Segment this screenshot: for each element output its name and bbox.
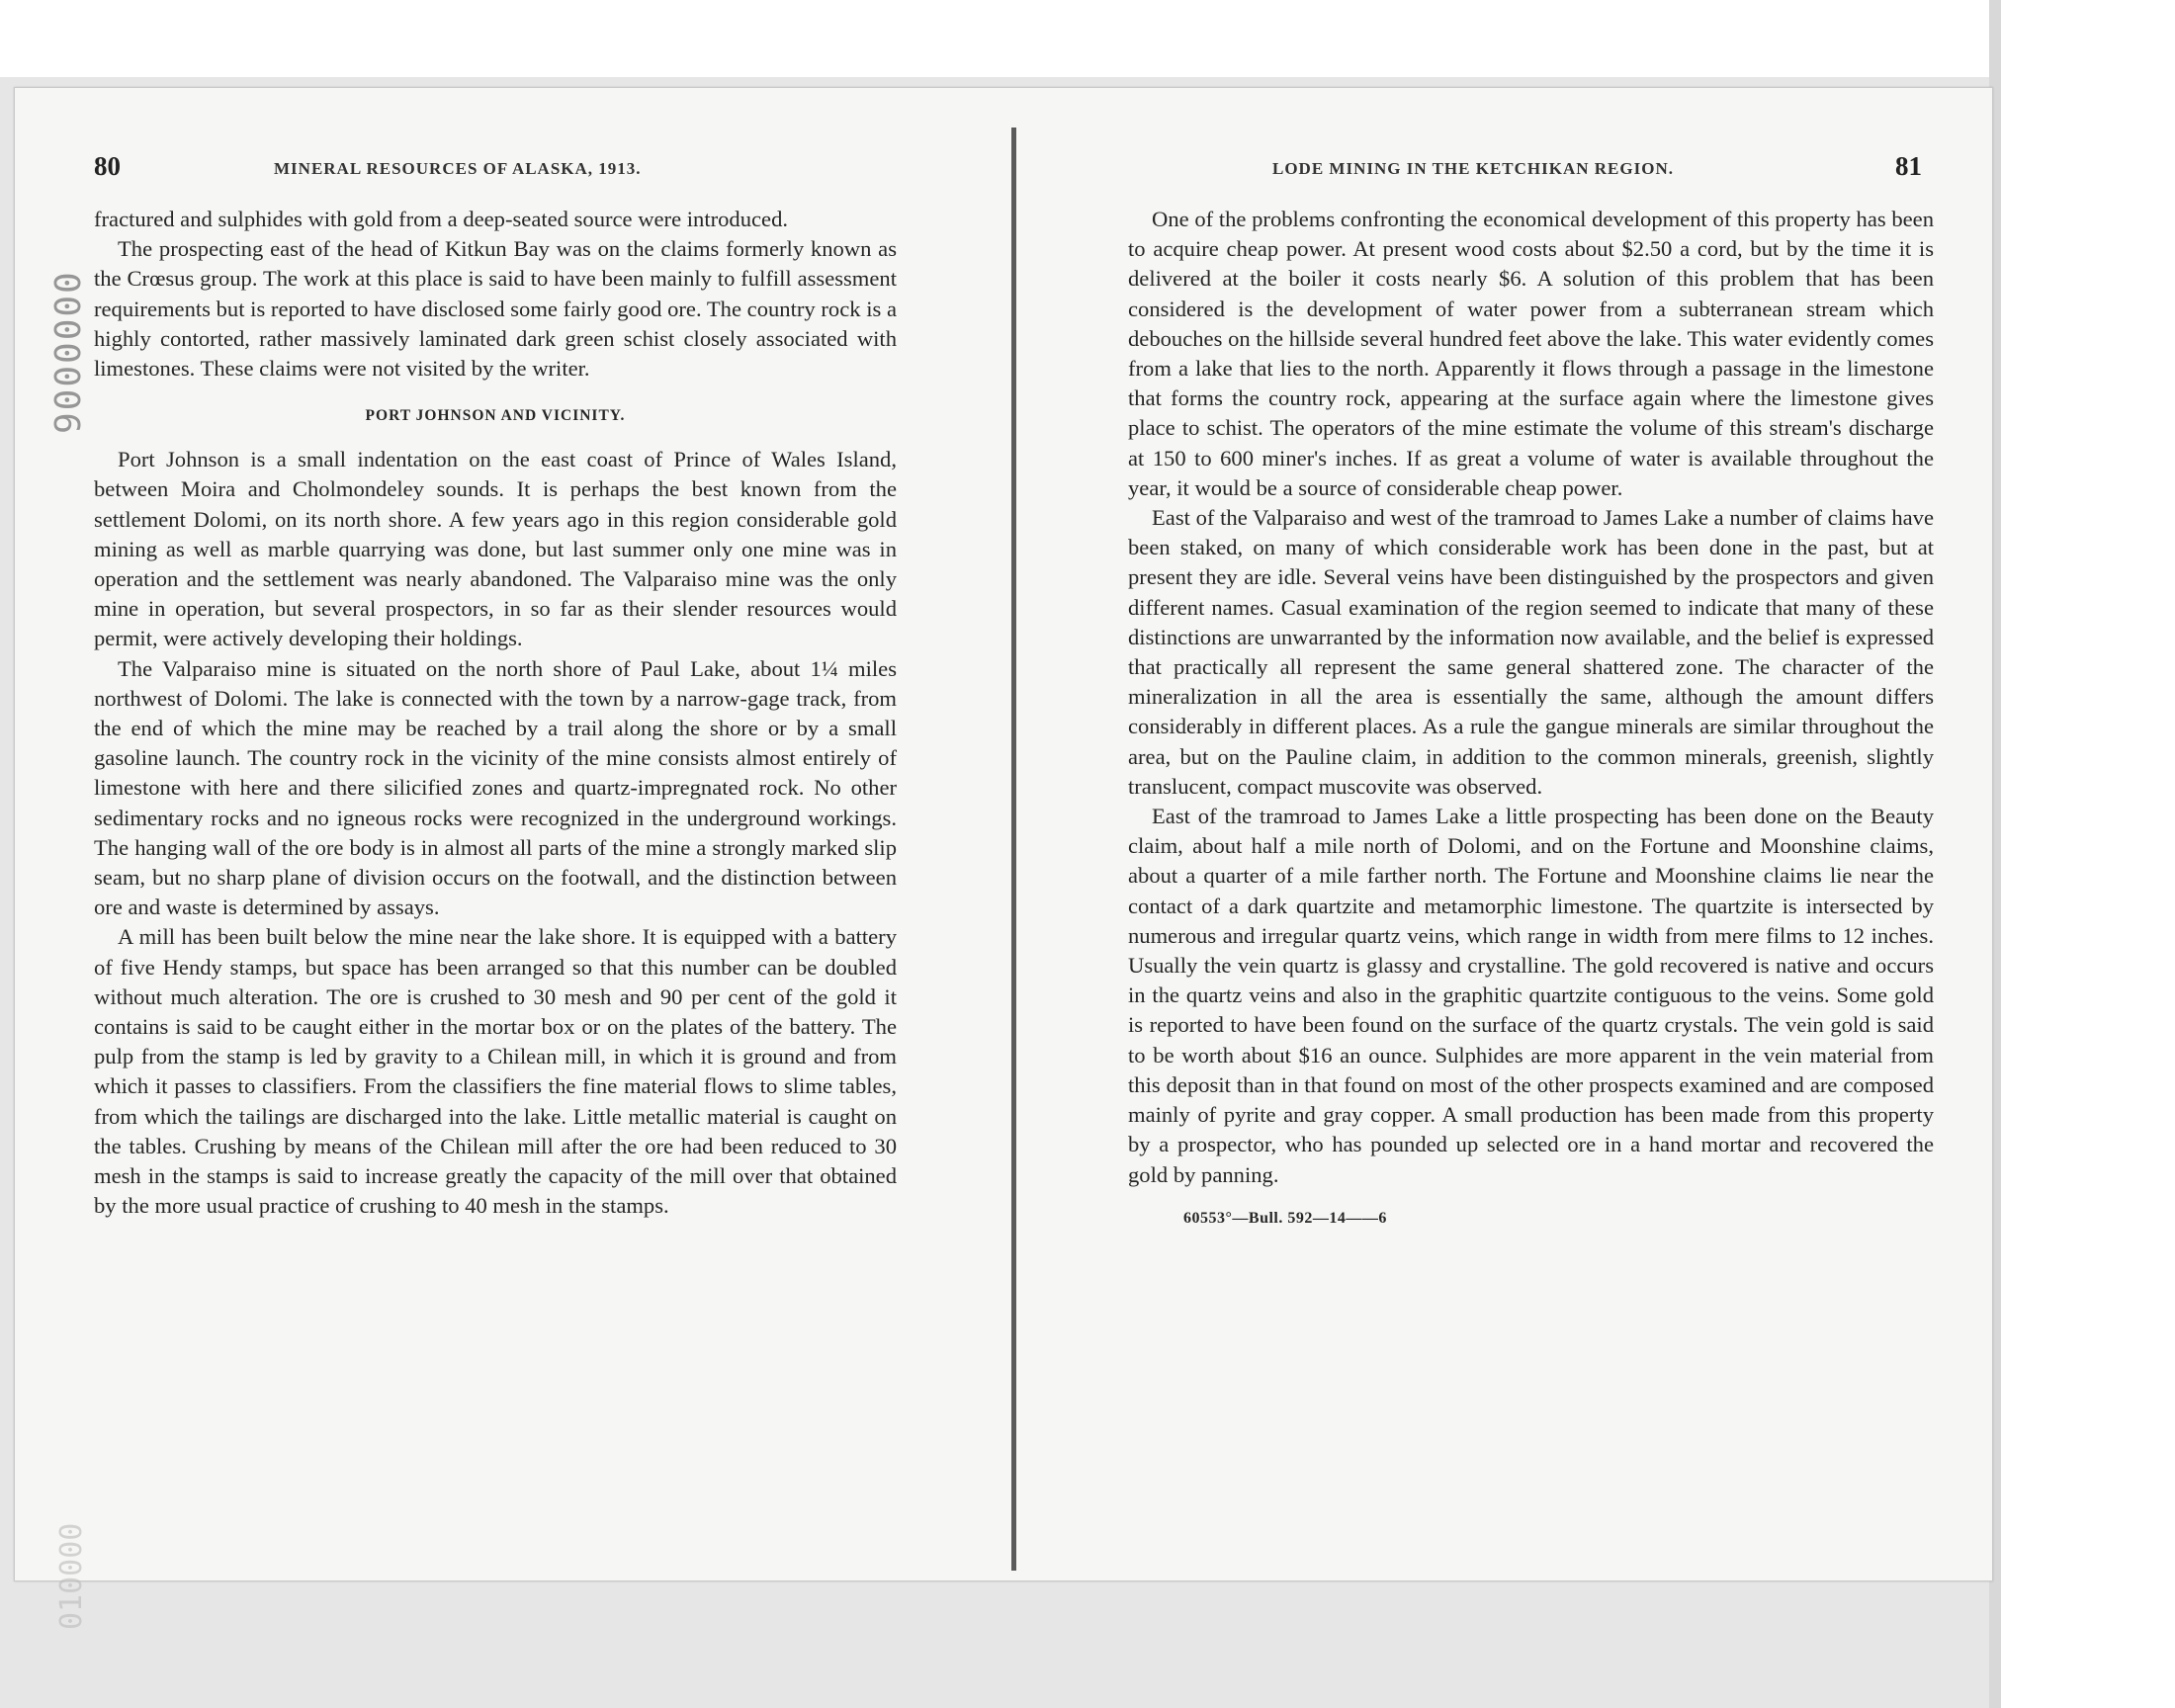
book-spread [14, 87, 1993, 1630]
left-page [15, 88, 1013, 1580]
paragraph: East of the tramroad to James Lake a little prospecting has been done on the Beauty claim, about half a mile north of Dolomi, and on the Fortune and Moonshine claims, about a quarter of a mile farther north. The Fortune and Moonshine claims lie near the contact of a dark quartzite and metamorphic limestone. The quartzite is intersected by numerous and irregular quartz veins, which range in width from mere films to 12 inches. Usually the vein quartz is glassy and crystalline. The gold recovered is native and occurs in the quartz veins and also in the graphitic quartzite contiguous to the veins. Some gold is reported to have been found on the surface of the quartz crystals. The vein gold is said to be worth about $16 an ounce. Sulphides are more apparent in the vein material from this deposit than in that found on most of the other prospects examined and are composed mainly of pyrite and gray copper. A small production has been made from this property by a prospector, who has pounded up selected ore in a hand mortar and recovered the gold by panning. [1128, 804, 1934, 1187]
paragraph: East of the Valparaiso and west of the tramroad to James Lake a number of claims have been staked, on many of which considerable work has been done in the past, but at present they are idle. Several veins have been distinguished by the prospectors and given different names. Casual examination of the region seemed to indicate that many of these distinctions are unwarranted by the information now available, and the belief is expressed that practically all represent the same general shattered zone. The character of the mineralization in all the area is essentially the same, although the amount differs considerably in different places. As a rule the gangue minerals are similar throughout the area, but on the Pauline claim, in addition to the common minerals, greenish, slightly translucent, compact muscovite was observed. [1128, 505, 1934, 799]
print-code: 60553°—Bull. 592—14——6 [1183, 1209, 1387, 1227]
paragraph: fractured and sulphides with gold from a deep-seated source were introduced. [94, 207, 789, 231]
left-column [94, 205, 897, 1222]
paragraph: Port Johnson is a small indentation on the east coast of Prince of Wales Island, between Moira and Cholmondeley sounds. It is perhaps the best known from the settlement Dolomi, on its north shore. A few years ago in this region considerable gold mining as well as marble quarrying was done, but last summer only one mine was in operation and the settlement was nearly abandoned. The Valparaiso mine was the only mine in operation, but several prospectors, in so far as their slender resources would permit, were actively developing their holdings. [94, 447, 897, 651]
archive-stamp-faint: 010000 [54, 1522, 89, 1630]
page-number-left: 80 [94, 151, 121, 181]
paragraph: A mill has been built below the mine near the lake shore. It is equipped with a battery of five Hendy stamps, but space has been arranged so that this number can be doubled without much alteration. The ore is crushed to 30 mesh and 90 per cent of the gold it contains is said to be caught either in the mortar box or on the plates of the battery. The pulp from the stamp is led by gravity to a Chilean mill, in which it is ground and from which it passes to classifiers. From the classifiers the fine material flows to slime tables, from which the tailings are discharged into the lake. Little metallic material is caught on the tables. Crushing by means of the Chilean mill after the ore had been reduced to 30 mesh in the stamps is said to increase greatly the capacity of the mill over that obtained by the more usual practice of crushing to 40 mesh in the stamps. [94, 924, 897, 1219]
running-head-right: LODE MINING IN THE KETCHIKAN REGION. [1272, 159, 1674, 178]
right-page [1013, 88, 1992, 1580]
page-number-right: 81 [1895, 151, 1922, 181]
section-heading: PORT JOHNSON AND VICINITY. [365, 407, 626, 425]
running-head-left: MINERAL RESOURCES OF ALASKA, 1913. [274, 159, 642, 178]
paragraph: One of the problems confronting the economical development of this property has been to acquire cheap power. At present wood costs about $2.50 a cord, but by the time it is delivered at the boiler it costs nearly $6. A solution of this problem that has been considered is the development of water power from a subterranean stream which debouches on the hillside several hundred feet above the lake. This water evidently comes from a lake that lies to the north. Apparently it flows through a passage in the limestone that forms the country rock, appearing at the surface again where the limestone gives place to schist. The operators of the mine estimate the volume of this stream's discharge at 150 to 600 miner's inches. If as great a volume of water is available throughout the year, it would be a source of considerable cheap power. [1128, 207, 1934, 500]
archive-stamp: 9000000 [48, 270, 89, 434]
right-column [1128, 205, 1934, 1234]
paragraph: The Valparaiso mine is situated on the north shore of Paul Lake, about 1¼ miles northwest of Dolomi. The lake is connected with the town by a narrow-gage track, from the end of which the mine may be reached by a trail along the shore or by a small gasoline launch. The country rock in the vicinity of the mine consists almost entirely of limestone with here and there silicified zones and quartz-impregnated rock. No other sedimentary rocks and no igneous rocks were recognized in the underground workings. The hanging wall of the ore body is in almost all parts of the mine a strongly marked slip seam, but no sharp plane of division occurs on the footwall, and the distinction between ore and waste is determined by assays. [94, 655, 897, 920]
paragraph: The prospecting east of the head of Kitkun Bay was on the claims formerly known as the Crœsus group. The work at this place is said to have been mainly to fulfill assessment requirements but is reported to have disclosed some fairly good ore. The country rock is a highly contorted, rather massively laminated dark green schist closely associated with limestones. These claims were not visited by the writer. [94, 236, 897, 382]
